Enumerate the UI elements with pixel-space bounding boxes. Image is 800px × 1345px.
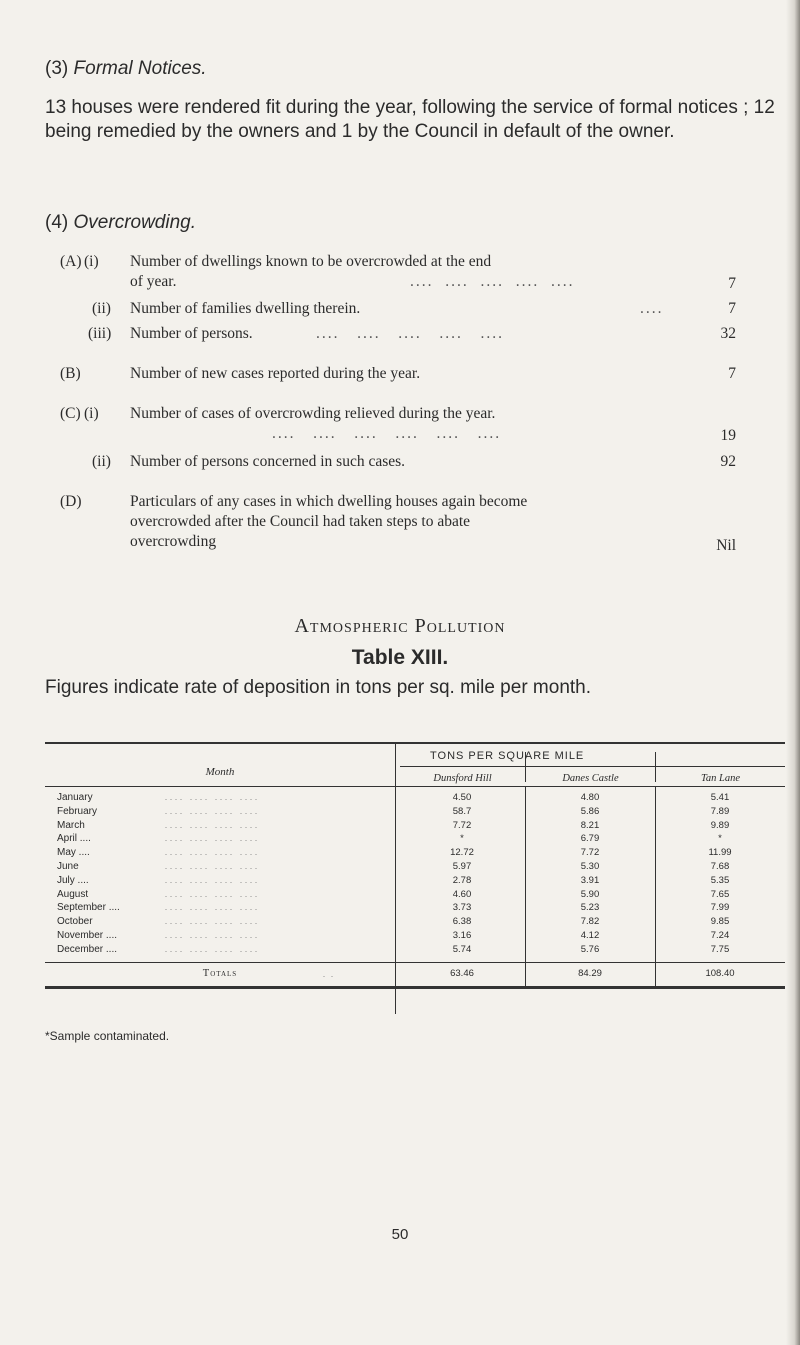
- pollution-heading: Atmospheric Pollution: [294, 615, 506, 637]
- item-text: Number of cases of overcrowding relieved during the year.: [130, 405, 496, 422]
- row-value: 4.50: [452, 792, 472, 803]
- row-month: September ....: [57, 902, 120, 914]
- row-value: 7.72: [580, 847, 600, 859]
- item-value: 7: [728, 275, 736, 292]
- footnote: *Sample contaminated.: [45, 1029, 170, 1043]
- row-value: 12.72: [450, 847, 474, 859]
- item-sublabel: (ii): [92, 300, 111, 317]
- row-month: November ....: [57, 930, 118, 941]
- row-value: 7.68: [710, 861, 730, 872]
- pollution-table: Month TONS PER SQUARE MILE Dunsford Hill Danes Castle Tan Lane January .... .... .... .... 4.50 4.80 5.41 February .... .... .... .... 58.7 5.86 7.89 March .... .... .... .... 7.72 8.21 9.89 April .... .... .... .... .... * 6.79 * May .... .... .... .... .... 12.72 7.72 11.99 June .... .... .... .... 5.97 5.30 7.68 July .... .... .... .... .... 2.78 3.91 5.35 August .... .... .... .... 4.60 5.90 7.65 September .... .... .... .... .... 3.73 5.23 7.99 October .... .... .... .... 6.38 7.82 9.85 November .... .... .... .... .... 3.16 4.12 7.24 December .... .... .... .... .... 5.74 5.76 7.75 Totals . . 63.46 84.29 108.40: [45, 742, 785, 1014]
- row-value: 7.89: [710, 805, 730, 817]
- row-value: 5.90: [580, 888, 600, 900]
- row-month: February: [57, 805, 98, 817]
- row-value: 11.99: [708, 847, 732, 859]
- row-month: March: [57, 819, 85, 831]
- row-value: 7.65: [710, 888, 730, 900]
- item-sublabel: (i): [84, 253, 99, 270]
- month-column-header: Month: [205, 766, 235, 778]
- totals-row: [45, 968, 785, 980]
- row-value: 9.85: [710, 916, 730, 928]
- total-dunsford-hill: 63.46: [450, 968, 474, 979]
- item-label: (A): [60, 253, 82, 270]
- table-row: August .... .... .... .... 4.60 5.90 7.65: [45, 889, 785, 901]
- item-text: Number of persons concerned in such cases.: [130, 453, 406, 470]
- row-value: 7.99: [710, 902, 730, 914]
- row-value: 7.75: [710, 943, 730, 955]
- item-label: (B): [60, 365, 81, 382]
- row-month: June: [57, 861, 79, 872]
- row-value: 6.79: [580, 833, 600, 845]
- section-3-paragraph: 13 houses were rendered fit during the year, following the service of formal notices ; 12 being remedied by the owners and 1 by the Council in default of the owner.: [45, 97, 775, 142]
- item-value: 32: [720, 325, 736, 342]
- overcrowding-item-a-i: (A) (i) Number of dwellings known to be overcrowded at the end of year. .... .... .... .... .... 7: [60, 253, 736, 292]
- row-value: 7.24: [710, 930, 730, 941]
- row-value: 4.12: [580, 930, 600, 941]
- row-value: 8.21: [580, 819, 600, 831]
- table-row: December .... .... .... .... .... 5.74 5.76 7.75: [45, 944, 785, 956]
- overcrowding-item-b: [0, 364, 800, 386]
- table-row: March .... .... .... .... 7.72 8.21 9.89: [45, 820, 785, 832]
- row-value: 4.60: [452, 888, 472, 900]
- row-value: 2.78: [452, 874, 472, 886]
- row-value: 9.89: [710, 819, 730, 831]
- row-value: 5.41: [710, 792, 730, 803]
- row-value: 5.74: [452, 943, 472, 955]
- page-edge-shadow: [786, 0, 800, 1345]
- row-value: 3.16: [452, 930, 472, 941]
- row-value: 7.72: [452, 819, 472, 831]
- row-month: January: [57, 792, 93, 803]
- row-value: *: [460, 833, 464, 845]
- row-value: 5.97: [452, 861, 472, 872]
- column-header-tan-lane: Tan Lane: [700, 773, 740, 784]
- item-value: 7: [728, 300, 736, 317]
- row-month: August: [57, 888, 89, 900]
- item-text: Particulars of any cases in which dwelling houses again become overcrowded after the Council had taken steps to abate overcrowding: [130, 493, 528, 550]
- overcrowding-item-a-ii: (ii) Number of families dwelling therein. .... 7: [92, 300, 736, 317]
- totals-label: Totals: [202, 968, 238, 979]
- column-header-danes-castle: Danes Castle: [562, 773, 619, 784]
- item-label: (C): [60, 405, 81, 422]
- table-description: Figures indicate rate of deposition in tons per sq. mile per month.: [45, 677, 592, 698]
- table-row: February .... .... .... .... 58.7 5.86 7.89: [45, 806, 785, 818]
- page-number: 50: [391, 1226, 409, 1243]
- row-month: October: [57, 916, 93, 928]
- row-value: 3.73: [452, 902, 472, 914]
- item-text: Number of persons.: [130, 325, 253, 342]
- item-sublabel: (i): [84, 405, 99, 422]
- row-value: 5.23: [580, 902, 600, 914]
- section-3-number: (3): [45, 58, 69, 79]
- total-tan-lane: 108.40: [705, 968, 735, 979]
- table-row: July .... .... .... .... .... 2.78 3.91 5.35: [45, 875, 785, 887]
- row-month: May ....: [57, 847, 90, 859]
- section-3-heading: [45, 58, 207, 80]
- row-month: July ....: [57, 874, 89, 886]
- row-value: 3.91: [580, 874, 600, 886]
- row-value: *: [718, 833, 722, 845]
- table-row: October .... .... .... .... 6.38 7.82 9.85: [45, 916, 785, 928]
- row-month: December ....: [57, 943, 118, 955]
- item-text: Number of new cases reported during the year.: [130, 365, 421, 382]
- row-value: 7.82: [580, 916, 600, 928]
- table-row: April .... .... .... .... .... * 6.79 *: [45, 833, 785, 845]
- item-text: Number of dwellings known to be overcrowded at the end of year.: [130, 253, 492, 290]
- table-row: November .... .... .... .... .... 3.16 4.12 7.24: [45, 930, 785, 942]
- total-danes-castle: 84.29: [578, 968, 602, 979]
- overcrowding-item-d: [0, 492, 800, 558]
- table-title: Table XIII.: [351, 646, 449, 669]
- item-sublabel: (iii): [88, 325, 112, 342]
- row-value: 5.30: [580, 861, 600, 872]
- row-value: 5.86: [580, 805, 600, 817]
- row-value: 58.7: [452, 805, 472, 817]
- section-3-title: Formal Notices.: [73, 58, 207, 79]
- row-value: 4.80: [580, 792, 600, 803]
- item-value: Nil: [716, 537, 736, 554]
- row-value: 5.35: [710, 874, 730, 886]
- row-value: 5.76: [580, 943, 600, 955]
- section-4-number: (4): [45, 212, 69, 233]
- section-4-title: Overcrowding.: [73, 212, 197, 233]
- table-row: September .... .... .... .... .... 3.73 5.23 7.99: [45, 902, 785, 914]
- table-row: June .... .... .... .... 5.97 5.30 7.68: [45, 861, 785, 873]
- item-label: (D): [60, 493, 82, 510]
- item-value: 92: [720, 453, 736, 470]
- table-row: May .... .... .... .... .... 12.72 7.72 11.99: [45, 847, 785, 859]
- row-month: April ....: [57, 833, 91, 845]
- column-header-dunsford-hill: Dunsford Hill: [433, 773, 492, 784]
- item-sublabel: (ii): [92, 453, 111, 470]
- overcrowding-item-c-i: (C) (i) Number of cases of overcrowding relieved during the year. .... .... .... .... .... .... 19: [60, 405, 736, 444]
- item-value: 19: [720, 427, 736, 444]
- item-text: Number of families dwelling therein.: [130, 300, 361, 317]
- overcrowding-item-a-iii: (iii) Number of persons. .... .... .... .... .... 32: [88, 325, 736, 342]
- row-value: 6.38: [452, 916, 472, 928]
- item-value: 7: [728, 365, 736, 382]
- section-4-heading: [45, 212, 196, 234]
- overcrowding-item-c-ii: [0, 452, 800, 474]
- table-row: January .... .... .... .... 4.50 4.80 5.41: [45, 792, 785, 804]
